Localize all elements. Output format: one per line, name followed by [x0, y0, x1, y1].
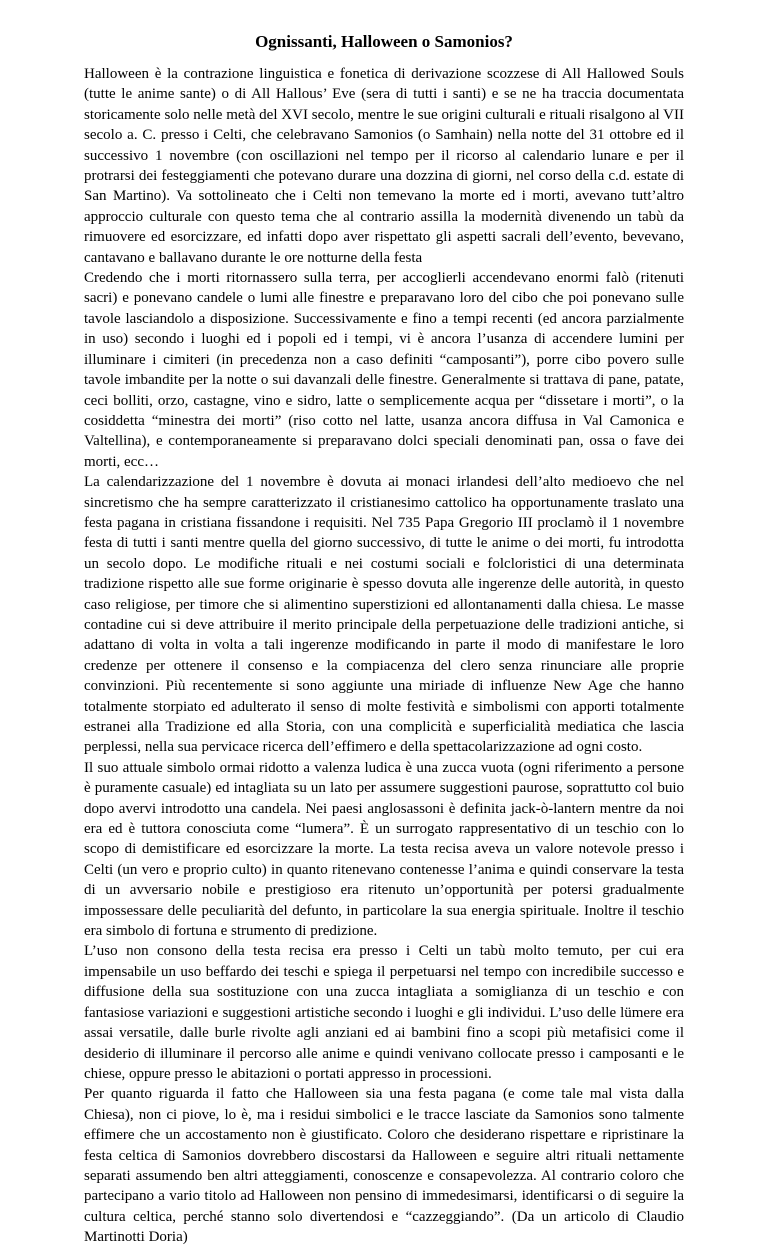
paragraph-5: L’uso non consono della testa recisa era presso i Celti un tabù molto temuto, per cui era impensabile un uso beffardo dei teschi e spiega il perpetuarsi nel tempo con incredibile successo e diffusione della sua sostituzione con una zucca intagliata a somiglianza di un teschio e con fantasiose variazioni e suggestioni artistiche secondo i luoghi e gli individui. L’uso delle lümere era assai versatile, dalle burle rivolte agli anziani ed ai bambini fino a scopi più metafisici come il desiderio di illuminare il percorso alle anime e quindi venivano collocate presso i camposanti e le chiese, oppure presso le abitazioni o portati appresso in processioni. — [84, 943, 684, 1082]
paragraph-6: Per quanto riguarda il fatto che Halloween sia una festa pagana (e come tale mal vista dalla Chiesa), non ci piove, lo è, ma i residui simbolici e le tracce lasciate da Samonios sono talmente effimere che un accostamento non è giustificato. Coloro che desiderano rispettare e ripristinare la festa celtica di Samonios dovrebbero discostarsi da Halloween e seguire altri rituali nettamente separati assumendo ben altri atteggiamenti, conoscenze e consapevolezza. Al contrario coloro che partecipano a vario titolo ad Halloween non pensino di immedesimarsi, identificarsi o di seguire la cultura celtica, perché stanno solo divertendosi e “cazzeggiando”. (Da un articolo di Claudio Martinotti Doria) — [84, 1086, 684, 1246]
document-body — [84, 64, 684, 1248]
paragraph-3: La calendarizzazione del 1 novembre è dovuta ai monaci irlandesi dell’alto medioevo che nel sincretismo che ha sempre caratterizzato il cristianesimo cattolico ha opportunamente traslato una festa pagana in cristiana fissandone i requisiti. Nel 735 Papa Gregorio III proclamò il 1 novembre festa di tutti i santi mentre quella del giorno successivo, di tutte le anime o dei morti, fu introdotta un secolo dopo. Le modifiche rituali e nei costumi sociali e folcloristici di una determinata tradizione rispetto alle sue forme originarie è spesso dovuta alle ingerenze delle autorità, in questo caso religiose, per timore che si alimentino superstizioni ed allontanamenti dalla chiesa. Le masse contadine cui si deve attribuire il merito principale della perpetuazione delle tradizioni antiche, si adattano di volta in volta a tali ingerenze modificando in parte il modo di manifestare le loro credenze per ottenere il consenso e la compiacenza del clero senza rinunciare alle proprie convinzioni. Più recentemente si sono aggiunte una miriade di influenze New Age che hanno totalmente storpiato ed adulterato il senso di molte festività e simbolismi con apporti totalmente estranei alla Tradizione ed alla Storia, con una complicità e superficialità mediatica che lascia perplessi, nella sua pervicace ricerca dell’effimero e della spettacolarizzazione ad ogni costo. — [84, 474, 684, 756]
paragraph-2: Credendo che i morti ritornassero sulla terra, per accoglierli accendevano enormi falò (ritenuti sacri) e ponevano candele o lumi alle finestre e preparavano loro del cibo che poi ponevano sulle tavole lasciandolo a disposizione. Successivamente e fino a tempi recenti (ed ancora parzialmente in uso) secondo i luoghi ed i popoli ed i tempi, vi è ancora l’usanza di accendere lumini per illuminare i cimiteri (in precedenza non a caso definiti “camposanti”), porre cibo povero sulle tavole imbandite per la notte o sui davanzali delle finestre. Generalmente si trattava di pane, patate, ceci bolliti, orzo, castagne, vino e sidro, latte o semplicemente acqua per “dissetare i morti”, o la cosiddetta “minestra dei morti” (riso cotto nel latte, usanza ancora diffusa in Val Camonica e Valtellina), e contemporaneamente si preparavano dolci speciali denominati pan, ossa o fave dei morti, ecc… — [84, 270, 684, 470]
document-title: Ognissanti, Halloween o Samonios? — [255, 32, 513, 51]
paragraph-1: Halloween è la contrazione linguistica e fonetica di derivazione scozzese di All Hallowed Souls (tutte le anime sante) o di All Hallous’ Eve (sera di tutti i santi) e se ne ha traccia documentata storicamente solo nelle metà del XVI secolo, mentre le sue origini culturali e rituali risalgono al VII secolo a. C. presso i Celti, che celebravano Samonios (o Samhain) nella notte del 31 ottobre ed il successivo 1 novembre (con oscillazioni nel tempo per il ricorso al calendario lunare e per il protrarsi dei festeggiamenti che potevano durare una dozzina di giorni, nel corso della c.d. estate di San Martino). Va sottolineato che i Celti non temevano la morte ed i morti, avevano tutt’altro approccio culturale con questo tema che al contrario assilla la modernità divenendo un tabù da rimuovere ed esorcizzare, ed infatti dopo aver rispettato gli aspetti sacrali dell’evento, bevevano, cantavano e ballavano durante le ore notturne della festa — [84, 66, 684, 266]
paragraph-4: Il suo attuale simbolo ormai ridotto a valenza ludica è una zucca vuota (ogni riferimento a persone è puramente casuale) ed intagliata su un lato per assumere suggestioni paurose, soprattutto col buio dopo avervi introdotto una candela. Nei paesi anglosassoni è definita jack-ò-lantern mentre da noi era ed è tuttora conosciuta come “lumera”. È un surrogato rappresentativo di un teschio con lo scopo di demistificare ed esorcizzare la morte. La testa recisa aveva un valore notevole presso i Celti (un vero e proprio culto) in quanto ritenevano contenesse l’anima e quindi conservare la testa di un avversario nobile e prestigioso era ritenuto un’opportunità per potersi gradualmente impossessare delle peculiarità del defunto, in particolare la sua energia spirituale. Inoltre il teschio era simbolo di fortuna e strumento di predizione. — [84, 759, 684, 940]
